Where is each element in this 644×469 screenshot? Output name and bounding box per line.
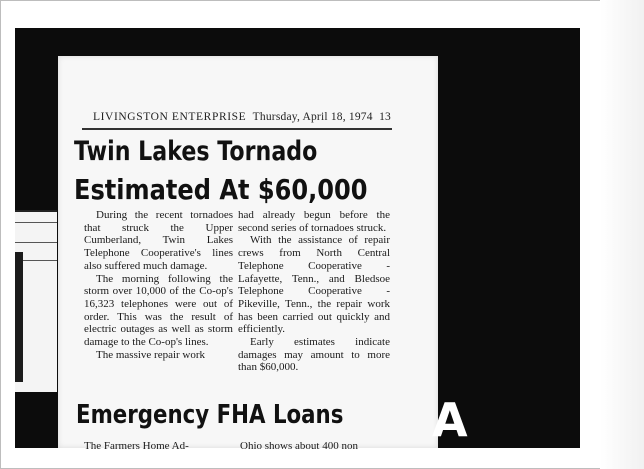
article-paragraph: With the assistance of repair crews from North Central Telephone Cooperative - Lafayette, Tenn., and Bledsoe Telephone Cooperative - Pikeville, Tenn., the repair work has been carried out quickly and efficiently.: [238, 234, 390, 336]
article-column-1: [84, 209, 233, 361]
adjacent-clipping-scrap: [15, 210, 57, 392]
article-paragraph: During the recent tornadoes that struck the Upper Cumberland, Twin Lakes Telephone Cooperative's lines also suffered much damage.: [84, 209, 233, 272]
headline-line-1: Twin Lakes Tornado: [74, 136, 318, 167]
next-story-column-2-start: Ohio shows about 400 non: [240, 440, 358, 452]
article-paragraph: Early estimates indicate damages may amount to more than $60,000.: [238, 336, 390, 374]
masthead-paper-name: LIVINGSTON ENTERPRISE: [93, 111, 247, 123]
masthead-date: Thursday, April 18, 1974: [252, 111, 373, 123]
masthead-page-number: 13: [379, 111, 391, 123]
adjacent-headline-letter: A: [432, 393, 468, 447]
article-paragraph: The morning following the storm over 10,000 of the Co-op's 16,323 telephones were out of order. This was the result of electric outages as well as storm damage to the Co-op's lines.: [84, 272, 233, 349]
frame-edge: [600, 0, 644, 469]
next-story-headline: Emergency FHA Loans: [76, 400, 344, 430]
masthead-rule: [82, 128, 392, 130]
article-column-2: [238, 209, 390, 374]
masthead: [93, 111, 391, 123]
article-paragraph: The massive repair work: [96, 348, 206, 361]
headline-line-2: Estimated At $60,000: [74, 173, 368, 206]
article-paragraph: had already begun before the second series of tornadoes struck.: [238, 209, 390, 234]
next-story-column-1-start: The Farmers Home Ad-: [84, 440, 189, 452]
